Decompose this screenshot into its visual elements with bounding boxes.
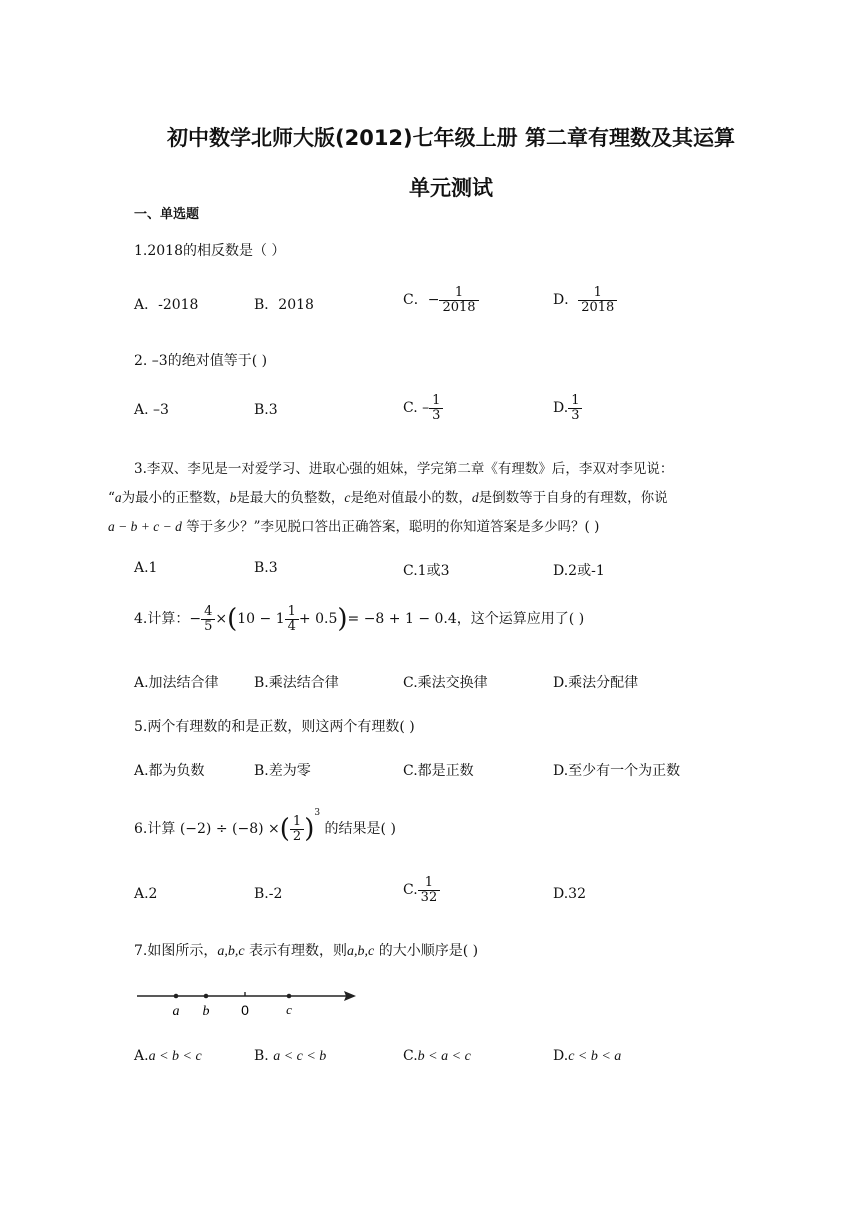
title-line-1: 初中数学北师大版(2012)七年级上册 第二章有理数及其运算 xyxy=(167,126,735,150)
q3-option-c: C.1或3 xyxy=(403,563,450,579)
question-2-stem: 2. –3的绝对值等于( ) xyxy=(134,353,268,369)
q4-inner-pre: 10 − 1 xyxy=(237,611,285,627)
q6-option-c xyxy=(403,876,440,904)
q6-exponent: 3 xyxy=(314,808,321,818)
q4-prefix: 4.计算： xyxy=(134,611,190,627)
q6-denominator: 2 xyxy=(290,829,304,844)
q4-option-b: B.乘法结合律 xyxy=(254,675,339,691)
q5-option-d: D.至少有一个为正数 xyxy=(553,763,681,779)
q7-option-c xyxy=(403,1048,471,1065)
q1-option-c xyxy=(403,286,479,314)
q1-d-denominator: 2018 xyxy=(578,300,617,315)
q2-d-label: D. xyxy=(553,400,569,417)
number-line-figure xyxy=(134,984,364,1024)
question-7-stem xyxy=(134,940,478,960)
q7-a-expr: a < b < c xyxy=(148,1049,202,1064)
q6-c-label: C. xyxy=(403,882,418,899)
question-6-stem xyxy=(134,808,396,844)
q3-var-a: a xyxy=(114,490,122,505)
q2-c-denominator: 3 xyxy=(429,408,443,423)
q4-times: × xyxy=(215,611,228,627)
q2-d-denominator: 3 xyxy=(568,408,582,423)
q6-expr: (−2) ÷ (−8) × xyxy=(179,821,280,837)
q1-c-denominator: 2018 xyxy=(439,300,478,315)
q6-c-numerator: 1 xyxy=(424,875,434,890)
q6-left-paren: ( xyxy=(279,814,290,844)
q3-option-b: B.3 xyxy=(254,560,278,576)
q6-option-a: A.2 xyxy=(134,886,158,902)
q7-option-a xyxy=(134,1048,202,1065)
q2-option-b: B.3 xyxy=(254,402,278,418)
q3-option-a: A.1 xyxy=(134,560,158,576)
q7-c-expr: b < a < c xyxy=(417,1049,471,1064)
q3-text-5: 等于多少？”李见脱口答出正确答案，聪明的你知道答案是多少吗？( ) xyxy=(181,519,600,535)
q4-f2-denominator: 4 xyxy=(285,619,299,634)
q4-neg: − xyxy=(189,611,202,627)
q2-c-numerator: 1 xyxy=(432,393,441,408)
q3-open-quote: “ xyxy=(108,490,115,506)
q7-text-2: 表示有理数，则 xyxy=(249,943,348,959)
q3-text-2: 是最大的负整数， xyxy=(236,490,345,506)
q7-b-expr: a < c < b xyxy=(273,1049,327,1064)
q7-vars-1: a,b,c xyxy=(217,944,245,959)
q1-option-d xyxy=(553,286,617,314)
point-b-label: b xyxy=(202,1004,210,1019)
q3-text-1: 为最小的正整数， xyxy=(121,490,230,506)
q1-c-label: C． xyxy=(403,292,428,309)
origin-label: 0 xyxy=(241,1002,249,1018)
q1-option-b: B．2018 xyxy=(254,297,314,313)
q4-suffix: ，这个运算应用了( ) xyxy=(456,611,585,627)
question-3-line-3 xyxy=(108,515,599,535)
q4-f1-numerator: 4 xyxy=(204,603,213,619)
q6-numerator: 1 xyxy=(292,813,302,829)
q3-var-b: b xyxy=(229,490,237,505)
question-1-stem: 1.2018的相反数是（ ） xyxy=(134,243,286,259)
q7-d-label: D. xyxy=(553,1048,569,1064)
q7-text-1: 7.如图所示， xyxy=(134,943,218,959)
q3-option-d: D.2或-1 xyxy=(553,563,605,579)
q3-expression: a − b + c − d xyxy=(108,519,182,534)
q4-option-d: D.乘法分配律 xyxy=(553,675,639,691)
q6-prefix: 6.计算 xyxy=(134,821,176,837)
q7-text-3: 的大小顺序是( ) xyxy=(378,943,479,959)
q5-option-b: B.差为零 xyxy=(254,763,311,779)
q4-inner-post: + 0.5 xyxy=(298,611,338,627)
point-b-dot xyxy=(204,994,209,999)
q4-right-paren: ) xyxy=(337,604,348,634)
q6-c-denominator: 32 xyxy=(418,890,441,905)
q3-text-3: 是绝对值最小的数， xyxy=(350,490,472,506)
q5-option-c: C.都是正数 xyxy=(403,763,474,779)
q4-f1-denominator: 5 xyxy=(201,619,215,634)
q6-option-b: B.-2 xyxy=(254,886,283,902)
q7-option-b xyxy=(254,1048,326,1065)
q6-option-d: D.32 xyxy=(553,886,586,902)
point-c-label: c xyxy=(286,1002,292,1017)
q7-b-label: B. xyxy=(254,1048,269,1064)
q3-text-4: 是倒数等于自身的有理数，你说 xyxy=(478,490,668,506)
question-5-stem: 5.两个有理数的和是正数，则这两个有理数( ) xyxy=(134,719,415,735)
q1-d-numerator: 1 xyxy=(593,285,602,300)
q7-option-d xyxy=(553,1048,621,1065)
q3-var-d: d xyxy=(471,490,479,505)
q7-vars-2: a,b,c xyxy=(347,944,375,959)
q5-option-a: A.都为负数 xyxy=(134,763,205,779)
title-line-2: 单元测试 xyxy=(409,176,493,200)
q6-right-paren: ) xyxy=(304,814,315,844)
q7-d-expr: c < b < a xyxy=(568,1049,622,1064)
q2-option-c xyxy=(403,394,443,422)
section-heading: 一、单选题 xyxy=(134,207,200,222)
q2-option-a: A. –3 xyxy=(134,402,169,418)
q7-c-label: C. xyxy=(403,1048,418,1064)
q1-d-label: D． xyxy=(553,292,579,309)
question-3-line-2 xyxy=(108,486,668,506)
q2-c-label: C. – xyxy=(403,400,430,417)
q2-d-numerator: 1 xyxy=(571,393,580,408)
q4-left-paren: ( xyxy=(227,604,238,634)
q2-option-d xyxy=(553,394,582,422)
question-4-stem xyxy=(134,604,584,634)
q4-f2-numerator: 1 xyxy=(287,603,296,619)
q6-suffix: 的结果是( ) xyxy=(324,821,396,837)
q4-rhs: = −8 + 1 − 0.4 xyxy=(347,611,457,627)
q4-option-c: C.乘法交换律 xyxy=(403,675,488,691)
q3-var-c: c xyxy=(344,490,351,505)
question-3-line-1: 3.李双、李见是一对爱学习、进取心强的姐妹，学完第二章《有理数》后，李双对李见说： xyxy=(134,461,674,477)
point-c-dot xyxy=(287,994,292,999)
point-a-label: a xyxy=(172,1004,180,1019)
q1-c-sign: − xyxy=(427,292,440,309)
q4-option-a: A.加法结合律 xyxy=(134,675,219,691)
point-a-dot xyxy=(174,994,179,999)
q1-option-a: A．-2018 xyxy=(134,297,199,313)
q1-c-numerator: 1 xyxy=(454,285,464,300)
q7-a-label: A. xyxy=(134,1048,149,1064)
